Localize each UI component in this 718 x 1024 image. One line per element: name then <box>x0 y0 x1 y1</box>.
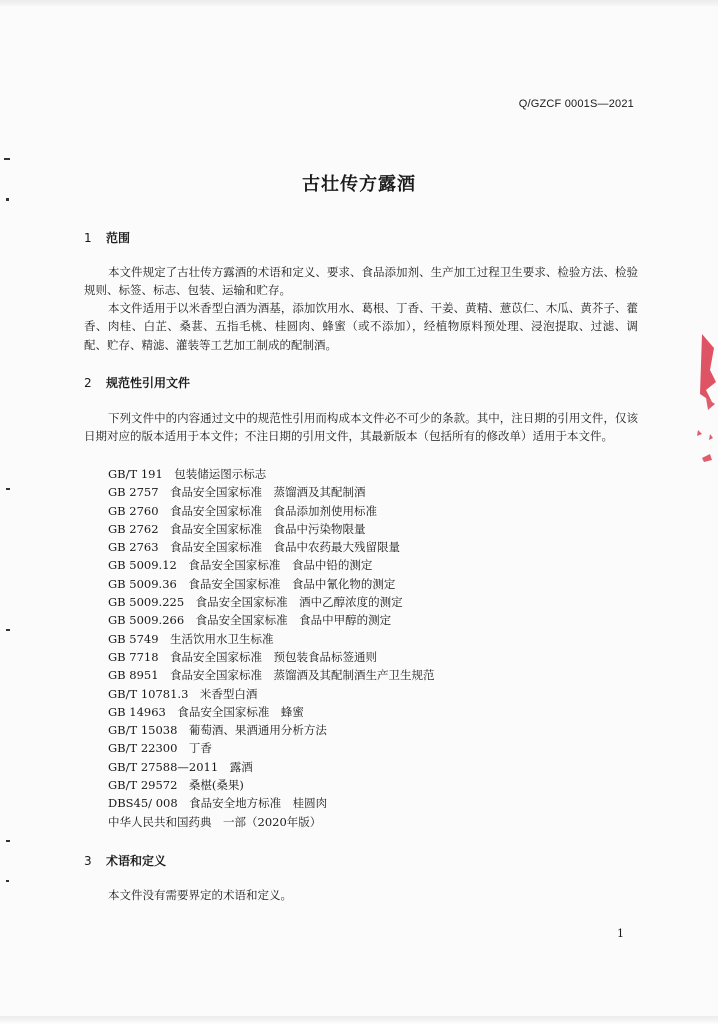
reference-item: GB 5009.225 食品安全国家标准 酒中乙醇浓度的测定 <box>108 595 403 610</box>
reference-list <box>108 465 435 831</box>
reference-item: GB 14963 食品安全国家标准 蜂蜜 <box>108 704 304 719</box>
document-title: 古壮传方露酒 <box>302 174 416 195</box>
scan-mark <box>4 158 10 160</box>
reference-item: GB 5009.12 食品安全国家标准 食品中铅的测定 <box>108 558 373 573</box>
section-1-heading <box>84 229 130 246</box>
section-3-heading <box>84 852 166 869</box>
page-number: 1 <box>617 927 624 940</box>
reference-item: GB 7718 食品安全国家标准 预包装食品标签通则 <box>108 649 378 664</box>
section-number: 2 <box>84 376 92 390</box>
normative-intro-paragraph: 下列文件中的内容通过文中的规范性引用而构成本文件必不可少的条款。其中，注日期的引用文件，仅该日期对应的版本适用于本文件；不注日期的引用文件，其最新版本（包括所有的修改单）适用于本文件。 <box>84 411 638 444</box>
section-number: 3 <box>84 854 92 868</box>
reference-item: GB 5009.36 食品安全国家标准 食品中氰化物的测定 <box>108 576 396 591</box>
scope-paragraph-1: 本文件规定了古壮传方露酒的术语和定义、要求、食品添加剂、生产加工过程卫生要求、检验方法、检验规则、标签、标志、包装、运输和贮存。 <box>84 265 638 298</box>
reference-item: GB 2763 食品安全国家标准 食品中农药最大残留限量 <box>108 540 401 555</box>
section-number: 1 <box>84 231 92 245</box>
reference-item: DBS45/ 008 食品安全地方标准 桂圆肉 <box>108 796 328 811</box>
document-code: Q/GZCF 0001S—2021 <box>518 98 634 110</box>
section-2-heading <box>84 374 190 391</box>
reference-item: GB/T 29572 桑椹(桑果) <box>108 778 244 793</box>
reference-item: GB 5009.266 食品安全国家标准 食品中甲醇的测定 <box>108 613 392 628</box>
reference-item: GB/T 27588—2011 露酒 <box>108 759 253 774</box>
scope-paragraph-2: 本文件适用于以米香型白酒为酒基，添加饮用水、葛根、丁香、干姜、黄精、薏苡仁、木瓜、黄芥子、藿香、肉桂、白芷、桑葚、五指毛桃、桂圆肉、蜂蜜（或不添加），经植物原料预处理、浸泡提取、过滤、调配、贮存、精滤、灌装等工艺加工制成的配制酒。 <box>84 301 638 352</box>
seal-stamp-fragment <box>688 330 718 470</box>
reference-item: 中华人民共和国药典 一部（2020年版） <box>108 814 322 829</box>
section-title: 规范性引用文件 <box>106 376 191 390</box>
reference-item: GB 2757 食品安全国家标准 蒸馏酒及其配制酒 <box>108 485 366 500</box>
scan-mark <box>6 488 10 490</box>
reference-item: GB 2762 食品安全国家标准 食品中污染物限量 <box>108 521 366 536</box>
scan-mark <box>6 840 10 842</box>
section-title: 范围 <box>106 231 131 245</box>
scan-edge-top <box>0 0 718 6</box>
section-title: 术语和定义 <box>106 854 167 868</box>
reference-item: GB/T 191 包装储运图示标志 <box>108 467 267 481</box>
scan-mark <box>6 629 10 631</box>
terms-paragraph: 本文件没有需要界定的术语和定义。 <box>108 888 292 902</box>
reference-item: GB/T 15038 葡萄酒、果酒通用分析方法 <box>108 723 327 738</box>
reference-item: GB 5749 生活饮用水卫生标准 <box>108 631 274 646</box>
reference-item: GB 2760 食品安全国家标准 食品添加剂使用标准 <box>108 503 378 518</box>
scan-mark <box>6 198 9 201</box>
scan-mark <box>6 880 9 882</box>
reference-item: GB/T 22300 丁香 <box>108 741 212 756</box>
reference-item: GB 8951 食品安全国家标准 蒸馏酒及其配制酒生产卫生规范 <box>108 668 435 683</box>
scan-edge-bottom <box>0 1016 718 1022</box>
reference-item: GB/T 10781.3 米香型白酒 <box>108 686 258 701</box>
